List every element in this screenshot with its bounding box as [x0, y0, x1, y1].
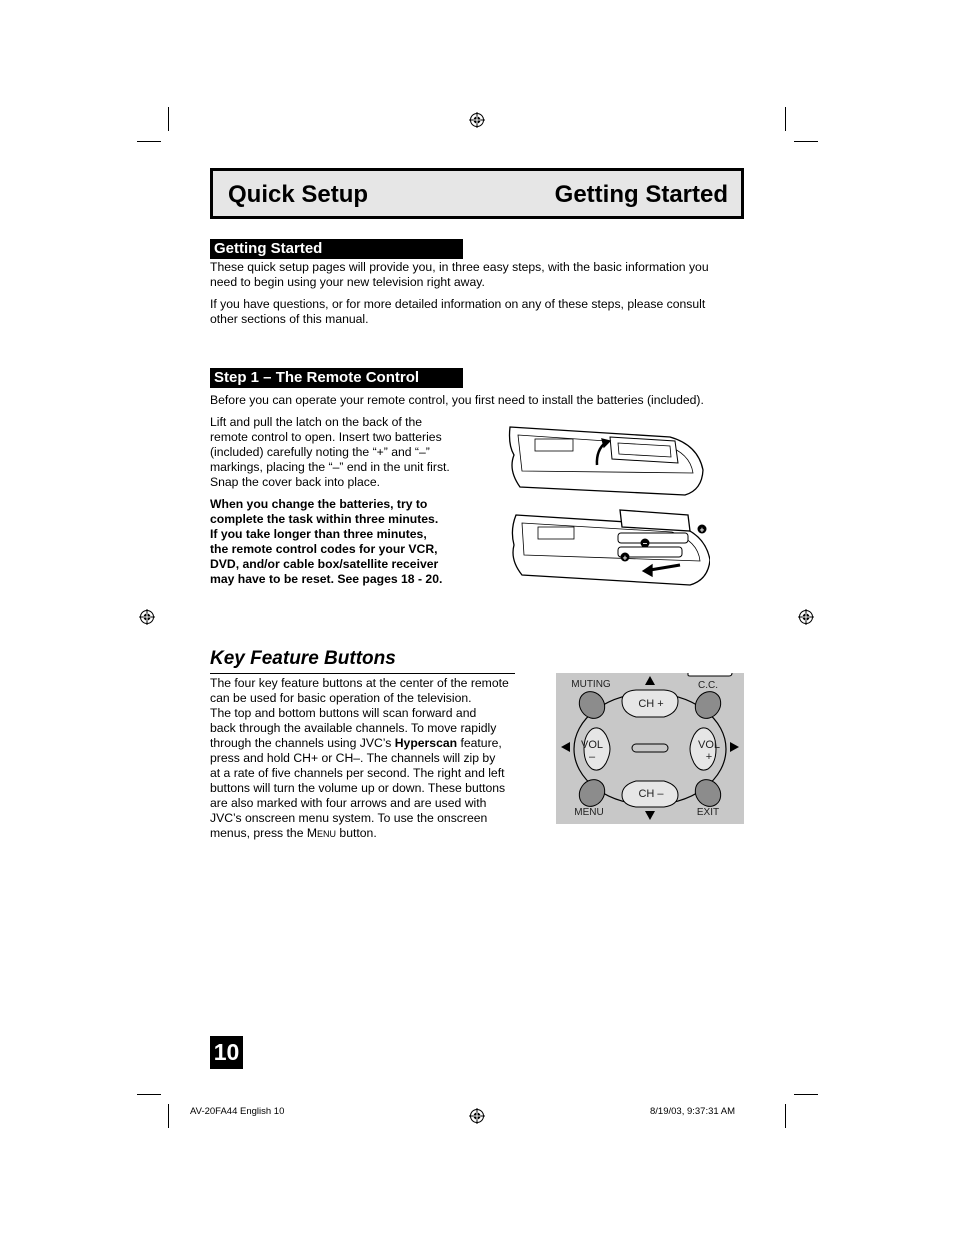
step1-instructions: [210, 415, 470, 490]
crop-mark: [168, 107, 169, 131]
registration-mark-icon: [139, 609, 155, 625]
text-line: [210, 826, 530, 842]
crop-mark: [785, 1104, 786, 1128]
text-line: If you take longer than three minutes,: [210, 527, 427, 541]
menu-label: MENU: [574, 807, 604, 818]
text-line: remote control to open. Insert two batteries: [210, 430, 442, 444]
text-fragment: button.: [336, 826, 377, 840]
text-line: may have to be reset. See pages 18 - 20.: [210, 572, 443, 586]
crop-mark: [794, 141, 818, 142]
text-line: are also marked with four arrows and are used with: [210, 796, 487, 810]
text-line: The four key feature buttons at the center of the remote: [210, 676, 509, 690]
text-line: JVC’s onscreen menu system. To use the onscreen: [210, 811, 488, 825]
section-heading-step1: Step 1 – The Remote Control: [210, 368, 463, 388]
menu-term: ENU: [317, 829, 337, 839]
plus-marker: +: [622, 553, 628, 563]
text-line: If you have questions, or for more detailed information on any of these steps, please consult: [210, 297, 706, 311]
getting-started-paragraph-1: [210, 260, 709, 290]
section-heading-getting-started: Getting Started: [210, 239, 463, 259]
vol-minus-label: VOL: [580, 739, 604, 751]
header-left-title: Quick Setup: [228, 181, 369, 208]
text-line: When you change the batteries, try to: [210, 497, 428, 511]
menu-term: M: [306, 826, 318, 840]
vol-plus-label: VOL: [697, 739, 721, 751]
cc-label: C.C.: [698, 680, 718, 691]
registration-mark-icon: [469, 112, 485, 128]
crop-mark: [137, 1094, 161, 1095]
text-line: at a rate of five channels per second. The right and left: [210, 766, 505, 780]
text-line: need to begin using your new television right away.: [210, 275, 485, 289]
text-fragment: through the channels using JVC’s: [210, 736, 395, 750]
getting-started-paragraph-2: [210, 297, 705, 327]
text-line: back through the available channels. To move rapidly: [210, 721, 497, 735]
crop-mark: [794, 1094, 818, 1095]
text-line: other sections of this manual.: [210, 312, 369, 326]
vol-plus-sign: +: [705, 751, 713, 763]
header-right-title: Getting Started: [554, 181, 728, 208]
registration-mark-icon: [798, 609, 814, 625]
page-header: [210, 168, 744, 219]
key-feature-heading: Key Feature Buttons: [210, 648, 515, 674]
remote-open-icon: [512, 510, 710, 585]
registration-mark-icon: [469, 1108, 485, 1124]
battery-warning: [210, 497, 480, 587]
text-fragment: feature,: [457, 736, 502, 750]
vol-minus-sign: –: [588, 751, 596, 763]
step1-intro: Before you can operate your remote control, you first need to install the batteries (included).: [210, 393, 704, 407]
crop-mark: [137, 141, 161, 142]
footer-right: 8/19/03, 9:37:31 AM: [650, 1106, 736, 1117]
ch-minus-label: CH –: [638, 788, 664, 800]
text-line: (included) carefully noting the “+” and “–”: [210, 445, 430, 459]
text-fragment: menus, press the: [210, 826, 307, 840]
center-bar: [632, 744, 668, 752]
text-line: markings, placing the “–” end in the unit first.: [210, 460, 450, 474]
text-line: These quick setup pages will provide you, in three easy steps, with the basic information you: [210, 260, 709, 274]
plus-marker: +: [699, 525, 705, 535]
text-line: Lift and pull the latch on the back of the: [210, 415, 423, 429]
page-number: 10: [210, 1036, 243, 1069]
text-line: the remote control codes for your VCR,: [210, 542, 438, 556]
cc-button-edge: [688, 673, 732, 676]
text-line: complete the task within three minutes.: [210, 512, 439, 526]
text-line: Snap the cover back into place.: [210, 475, 381, 489]
text-line: The top and bottom buttons will scan forward and: [210, 706, 477, 720]
key-feature-description: [210, 676, 530, 842]
key-feature-button-diagram: [556, 673, 744, 824]
ch-plus-label: CH +: [638, 698, 664, 710]
text-line: DVD, and/or cable box/satellite receiver: [210, 557, 439, 571]
hyperscan-term: Hyperscan: [394, 736, 458, 750]
minus-marker: –: [642, 539, 648, 548]
text-line: press and hold CH+ or CH–. The channels will zip by: [210, 751, 496, 765]
crop-mark: [168, 1104, 169, 1128]
remote-battery-illustration: [500, 415, 710, 590]
text-line: can be used for basic operation of the television.: [210, 691, 472, 705]
exit-label: EXIT: [696, 807, 720, 818]
text-line: [210, 736, 530, 751]
crop-mark: [785, 107, 786, 131]
remote-back-icon: [510, 427, 704, 495]
text-line: buttons will turn the volume up or down. These buttons: [210, 781, 506, 795]
muting-label: MUTING: [571, 679, 611, 690]
footer-left: AV-20FA44 English 10: [190, 1106, 285, 1117]
